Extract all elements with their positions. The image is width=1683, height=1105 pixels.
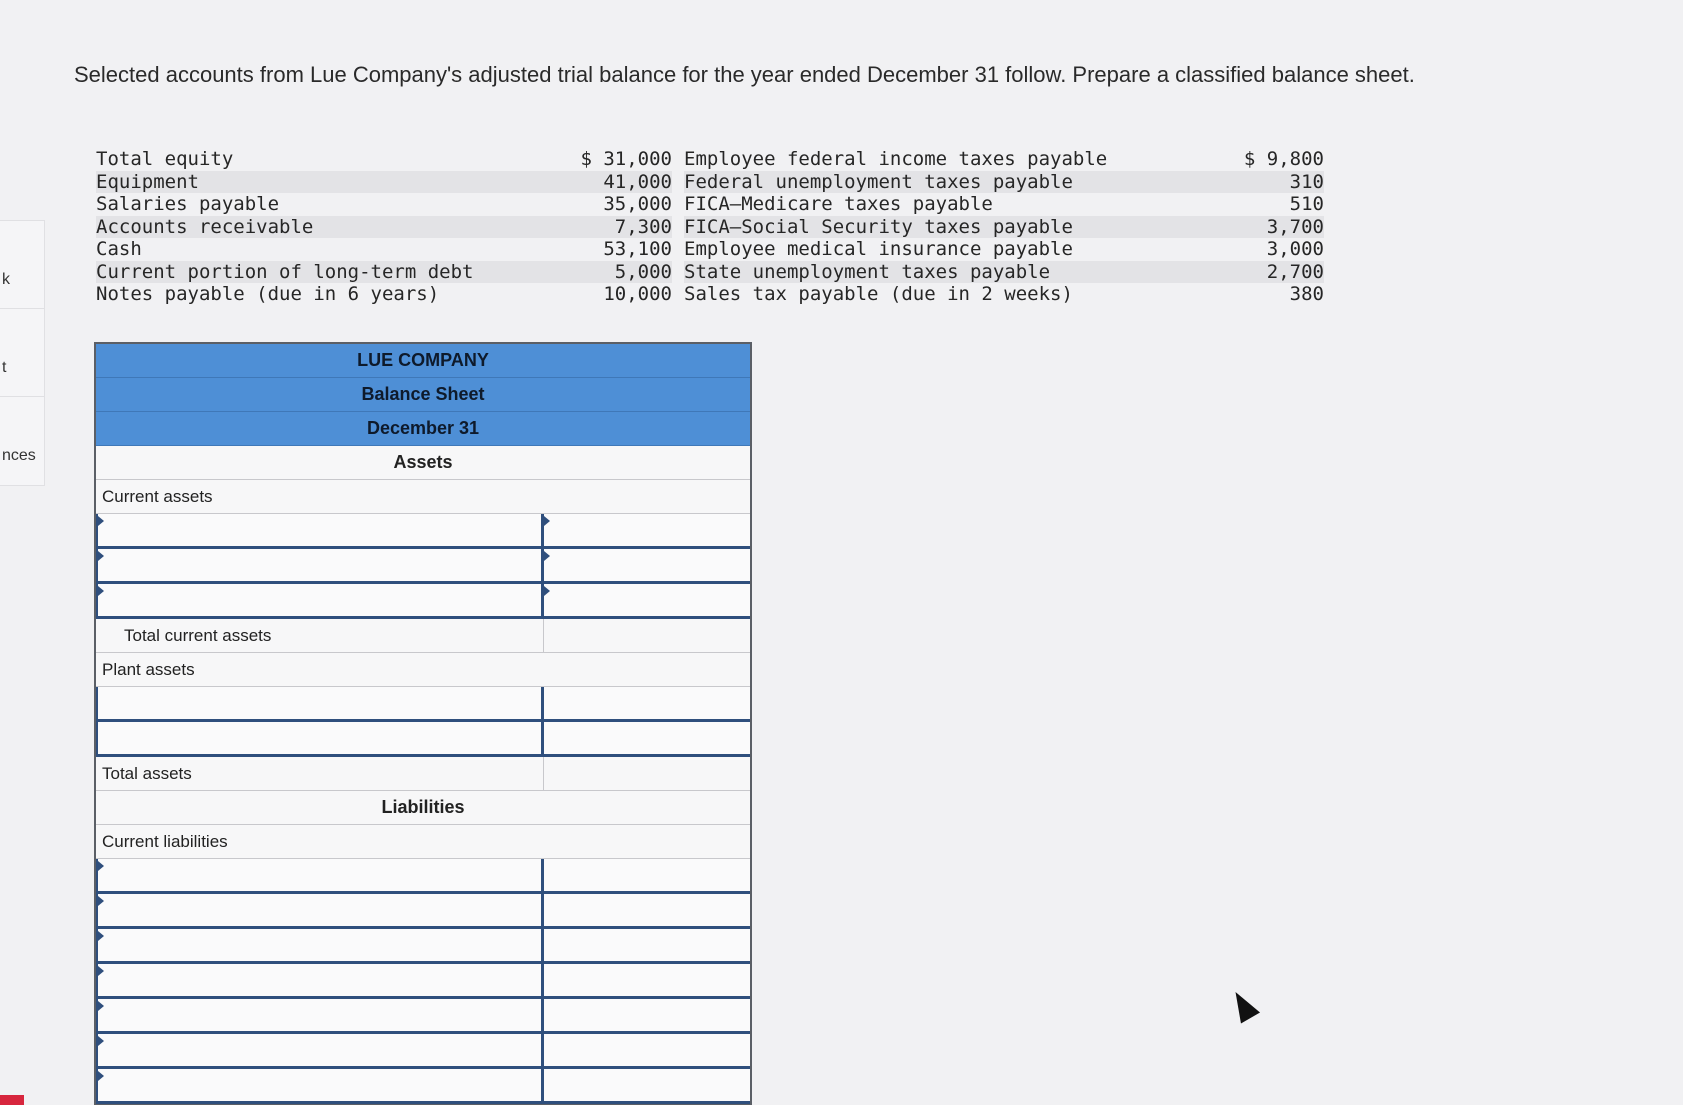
- current-asset-account-input[interactable]: [98, 549, 541, 581]
- dropdown-marker-icon: [98, 1071, 104, 1081]
- dropdown-marker-icon: [98, 1001, 104, 1011]
- instructions-text: Selected accounts from Lue Company's adjusted trial balance for the year ended December 31 follow. Prepare a classified balance sheet.: [74, 62, 1415, 87]
- current-liability-account-input[interactable]: [98, 894, 541, 926]
- account-row: [96, 193, 672, 216]
- cell: [96, 1034, 544, 1066]
- cell: [544, 964, 750, 996]
- cell: [96, 1069, 544, 1101]
- dropdown-marker-icon: [98, 516, 104, 526]
- account-row: [684, 216, 1324, 239]
- current-liability-amount-input[interactable]: [544, 999, 750, 1031]
- current-asset-amount-input[interactable]: [544, 514, 750, 546]
- sidebar-item-label: k: [2, 271, 10, 288]
- total-assets-row: [96, 757, 750, 791]
- account-row: [96, 283, 672, 306]
- current-liability-account-input[interactable]: [98, 929, 541, 961]
- current-liability-row: [96, 964, 750, 999]
- account-value: 510: [1289, 193, 1324, 215]
- total-assets-value: [544, 757, 750, 790]
- account-name: Salaries payable: [96, 193, 280, 215]
- total-current-assets-value: [544, 619, 750, 652]
- dropdown-marker-icon: [544, 516, 550, 526]
- accounts-list-left: [96, 148, 672, 306]
- current-liabilities-label: Current liabilities: [96, 825, 750, 859]
- cell: [544, 1034, 750, 1066]
- cell: [544, 999, 750, 1031]
- current-liability-row: [96, 929, 750, 964]
- current-liability-account-input[interactable]: [98, 964, 541, 996]
- account-name: Current portion of long-term debt: [96, 260, 474, 283]
- total-current-assets-label: Total current assets: [96, 619, 544, 652]
- cell: [544, 514, 750, 546]
- account-name: Employee medical insurance payable: [684, 238, 1073, 260]
- account-name: Cash: [96, 238, 142, 260]
- account-name: Notes payable (due in 6 years): [96, 283, 440, 305]
- cell: [96, 894, 544, 926]
- dropdown-marker-icon: [98, 931, 104, 941]
- assets-heading: Assets: [96, 446, 750, 480]
- sidebar-item-2[interactable]: [0, 308, 45, 398]
- liabilities-heading: Liabilities: [96, 791, 750, 825]
- account-row: [96, 148, 672, 171]
- cell: [96, 549, 544, 581]
- current-asset-row: [96, 549, 750, 584]
- mouse-pointer-icon: [1226, 987, 1260, 1024]
- dropdown-marker-icon: [98, 861, 104, 871]
- plant-asset-amount-input[interactable]: [544, 722, 750, 754]
- account-name: FICA—Social Security taxes payable: [684, 215, 1073, 238]
- account-row: [684, 193, 1324, 216]
- cell: [544, 894, 750, 926]
- plant-asset-row: [96, 687, 750, 722]
- current-liability-account-input[interactable]: [98, 859, 541, 891]
- current-liability-account-input[interactable]: [98, 1034, 541, 1066]
- current-asset-amount-input[interactable]: [544, 549, 750, 581]
- cell: [96, 722, 544, 754]
- cell: [96, 514, 544, 546]
- account-row: [684, 238, 1324, 261]
- account-row: [96, 238, 672, 261]
- account-row: [684, 171, 1324, 194]
- sidebar-item-label: nces: [2, 447, 36, 464]
- account-name: Total equity: [96, 148, 234, 170]
- dropdown-marker-icon: [544, 551, 550, 561]
- sidebar-item-1[interactable]: [0, 220, 45, 310]
- account-row: [96, 171, 672, 194]
- plant-asset-account-input[interactable]: [98, 687, 541, 719]
- current-liability-account-input[interactable]: [98, 999, 541, 1031]
- cell: [544, 1069, 750, 1101]
- cell: [544, 722, 750, 754]
- current-liability-row: [96, 999, 750, 1034]
- total-assets-label: Total assets: [96, 757, 544, 790]
- dropdown-marker-icon: [98, 551, 104, 561]
- account-row: [96, 261, 672, 284]
- account-value: 5,000: [614, 260, 672, 283]
- current-assets-label: Current assets: [96, 480, 750, 514]
- account-value: 7,300: [614, 215, 672, 238]
- dropdown-marker-icon: [98, 966, 104, 976]
- cell: [96, 859, 544, 891]
- cell: [96, 929, 544, 961]
- dropdown-marker-icon: [544, 586, 550, 596]
- sidebar-item-3[interactable]: [0, 396, 45, 486]
- account-name: Federal unemployment taxes payable: [684, 170, 1073, 193]
- current-asset-row: [96, 514, 750, 549]
- dropdown-marker-icon: [98, 586, 104, 596]
- current-asset-account-input[interactable]: [98, 584, 541, 616]
- current-liability-amount-input[interactable]: [544, 1069, 750, 1101]
- account-name: Employee federal income taxes payable: [684, 148, 1108, 170]
- statement-title: Balance Sheet: [96, 378, 750, 412]
- company-name: LUE COMPANY: [96, 344, 750, 378]
- account-value: 10,000: [603, 283, 672, 305]
- account-value: 2,700: [1266, 260, 1324, 283]
- account-name: Sales tax payable (due in 2 weeks): [684, 283, 1073, 305]
- account-value: 3,700: [1266, 215, 1324, 238]
- cell: [96, 584, 544, 616]
- accounts-list-right: [684, 148, 1324, 306]
- plant-asset-amount-input[interactable]: [544, 687, 750, 719]
- account-name: Equipment: [96, 170, 199, 193]
- account-row: [684, 148, 1324, 171]
- current-liability-amount-input[interactable]: [544, 964, 750, 996]
- dropdown-marker-icon: [98, 1036, 104, 1046]
- cell: [544, 859, 750, 891]
- current-liability-row: [96, 859, 750, 894]
- account-value: 3,000: [1266, 238, 1324, 260]
- current-liability-row: [96, 1069, 750, 1104]
- account-value: $ 31,000: [580, 148, 672, 170]
- current-asset-row: [96, 584, 750, 619]
- account-row: [96, 216, 672, 239]
- current-asset-account-input[interactable]: [98, 514, 541, 546]
- statement-date: December 31: [96, 412, 750, 446]
- balance-sheet-form: [94, 342, 752, 1105]
- current-asset-amount-input[interactable]: [544, 584, 750, 616]
- current-liability-row: [96, 894, 750, 929]
- account-name: Accounts receivable: [96, 215, 314, 238]
- sidebar-item-label: t: [2, 359, 7, 376]
- cell: [96, 999, 544, 1031]
- total-current-assets-row: [96, 619, 750, 653]
- account-value: $ 9,800: [1243, 148, 1324, 170]
- account-name: State unemployment taxes payable: [684, 260, 1051, 283]
- current-liability-amount-input[interactable]: [544, 894, 750, 926]
- account-row: [684, 261, 1324, 284]
- left-sidebar: [0, 0, 50, 1105]
- current-liability-amount-input[interactable]: [544, 929, 750, 961]
- cell: [544, 929, 750, 961]
- cell: [544, 584, 750, 616]
- cell: [96, 687, 544, 719]
- account-value: 380: [1289, 283, 1324, 305]
- account-value: 35,000: [603, 193, 672, 215]
- dropdown-marker-icon: [98, 896, 104, 906]
- account-value: 310: [1289, 170, 1324, 193]
- account-name: FICA—Medicare taxes payable: [684, 193, 993, 215]
- account-value: 53,100: [603, 238, 672, 260]
- current-liability-amount-input[interactable]: [544, 1034, 750, 1066]
- account-row: [684, 283, 1324, 306]
- current-liability-account-input[interactable]: [98, 1069, 541, 1101]
- account-value: 41,000: [603, 170, 672, 193]
- cell: [544, 549, 750, 581]
- alert-marker: [0, 1095, 24, 1105]
- current-liability-amount-input[interactable]: [544, 859, 750, 891]
- cell: [544, 687, 750, 719]
- plant-asset-account-input[interactable]: [98, 722, 541, 754]
- plant-asset-row: [96, 722, 750, 757]
- plant-assets-label: Plant assets: [96, 653, 750, 687]
- current-liability-row: [96, 1034, 750, 1069]
- cell: [96, 964, 544, 996]
